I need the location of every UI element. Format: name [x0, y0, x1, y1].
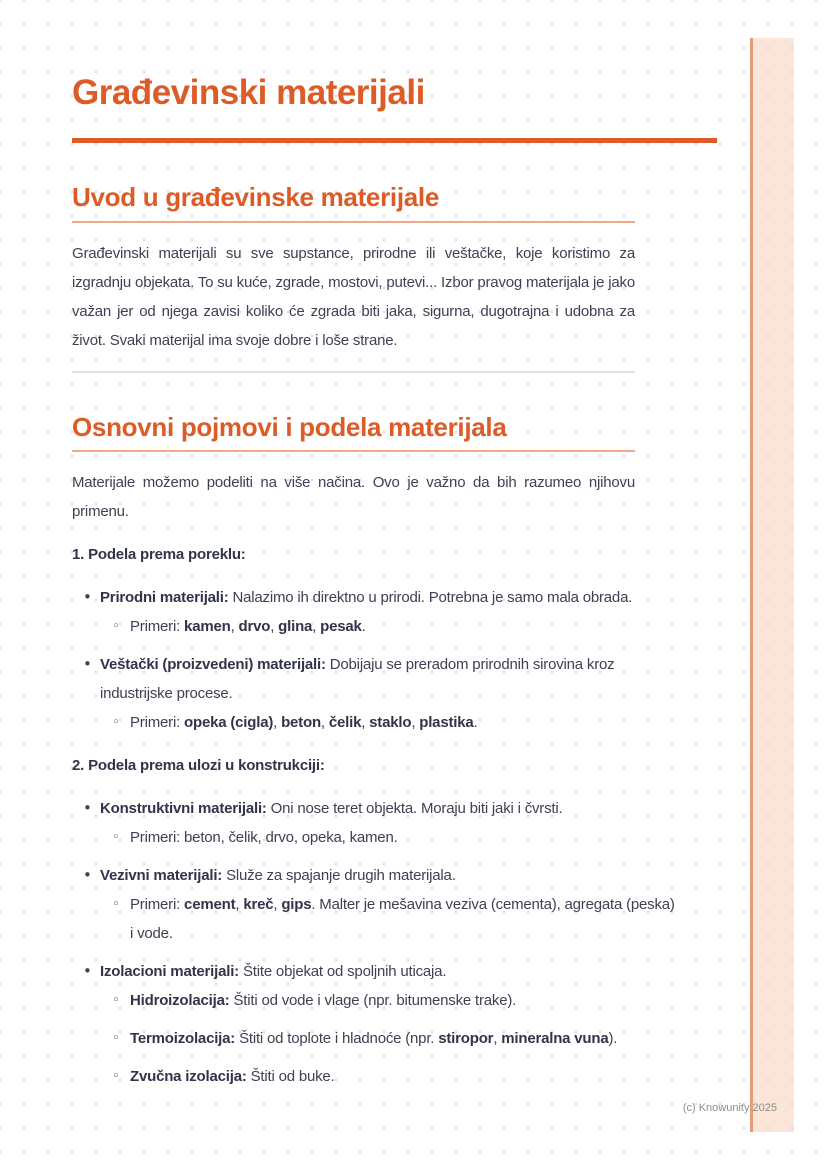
footer-credit: (c) Knowunity 2025	[682, 1102, 777, 1114]
heading-underline	[72, 221, 635, 223]
list-item-block	[83, 794, 635, 852]
item-text	[130, 708, 675, 737]
text-segment: ,	[273, 896, 282, 913]
sub-bullet-list	[83, 890, 675, 948]
text-segment: ,	[320, 714, 329, 731]
text-segment: Veštački (proizvedeni) materijali:	[100, 656, 330, 673]
list-item-block	[83, 650, 635, 737]
item-text	[130, 612, 675, 641]
list-item	[83, 583, 635, 612]
bullet-marker-icon: •	[83, 588, 92, 606]
text-segment: Vezivni materijali:	[100, 867, 227, 884]
text-segment: ,	[273, 714, 282, 731]
sub-list-item	[112, 612, 675, 641]
sub-bullet-list	[83, 823, 675, 852]
text-segment: Primeri:	[130, 896, 185, 913]
sub-list-item	[112, 823, 675, 852]
text-segment: .	[361, 618, 366, 635]
section-divider	[72, 371, 635, 373]
text-segment: Primeri: beton, čelik, drvo, opeka, kamen.	[130, 829, 398, 846]
text-segment: Oni nose teret objekta. Moraju biti jaki i čvrsti.	[270, 800, 563, 817]
bullet-list	[72, 794, 675, 1091]
sub-bullet-marker-icon: ◦	[112, 619, 120, 634]
text-segment: ,	[411, 714, 420, 731]
groups-host	[72, 540, 717, 1091]
text-segment: kreč	[243, 896, 274, 913]
text-segment: glina	[278, 618, 313, 635]
bullet-list	[72, 583, 635, 737]
item-text	[100, 650, 635, 708]
text-segment: Zvučna izolacija:	[130, 1068, 251, 1085]
text-segment: plastika	[419, 714, 474, 731]
item-text	[130, 1024, 675, 1053]
text-segment: ,	[235, 896, 244, 913]
text-segment: ,	[361, 714, 370, 731]
list-item	[83, 861, 635, 890]
item-text	[100, 957, 635, 986]
item-text	[130, 890, 675, 948]
sub-bullet-list	[83, 986, 675, 1091]
text-segment: ,	[312, 618, 321, 635]
text-segment: Izolacioni materijali:	[100, 963, 243, 980]
text-segment: staklo	[369, 714, 412, 731]
text-segment: mineralna vuna	[501, 1030, 609, 1047]
sub-bullet-marker-icon: ◦	[112, 993, 120, 1008]
bullet-marker-icon: •	[83, 962, 92, 980]
text-segment: Nalazimo ih direktno u prirodi. Potrebna je samo mala obrada.	[232, 589, 633, 606]
text-segment: ,	[493, 1030, 502, 1047]
sub-list-item	[112, 1062, 675, 1091]
text-segment: čelik	[328, 714, 362, 731]
group-title: 1. Podela prema poreklu:	[72, 546, 246, 563]
section-osnovni	[72, 411, 717, 1092]
page-title: Građevinski materijali	[72, 73, 425, 112]
list-item-block	[83, 957, 635, 1091]
text-segment: opeka (cigla)	[184, 714, 274, 731]
sub-list-item	[112, 890, 675, 948]
title-rule	[72, 138, 717, 143]
sub-list-item	[112, 986, 675, 1015]
list-item-block	[83, 861, 675, 948]
content-column	[72, 0, 717, 1091]
text-segment: Primeri:	[130, 618, 185, 635]
sub-list-item	[112, 708, 675, 737]
sub-bullet-marker-icon: ◦	[112, 897, 120, 912]
heading-underline	[72, 450, 635, 452]
intro-paragraph: Građevinski materijali su sve supstance, prirodne ili veštačke, koje koristimo za izgradnju objekata. To su kuće, zgrade, mostovi, putevi... Izbor pravog materijala je jako važan jer od njega zavisi koliko će zgrada biti jaka, sigurna, dugotrajna i udobna za život. Svaki materijal ima svoje dobre i loše strane.	[72, 244, 635, 349]
item-text	[100, 861, 635, 890]
text-segment: beton	[281, 714, 321, 731]
list-item-block	[83, 583, 635, 641]
text-segment: Termoizolacija:	[130, 1030, 240, 1047]
group-title: 2. Podela prema ulozi u konstrukciji:	[72, 757, 325, 774]
sub-bullet-marker-icon: ◦	[112, 1031, 120, 1046]
text-segment: ).	[608, 1030, 618, 1047]
text-segment: gips	[281, 896, 312, 913]
bullet-marker-icon: •	[83, 866, 92, 884]
text-segment: Hidroizolacija:	[130, 992, 234, 1009]
list-item	[83, 794, 635, 823]
side-accent-band	[750, 38, 794, 1132]
text-segment: . Malter je mešavina veziva (cementa), agregata (peska) i vode.	[130, 896, 675, 942]
section-uvod	[72, 181, 717, 373]
sub-bullet-list	[83, 612, 675, 641]
item-text	[130, 823, 675, 852]
text-segment: Dobijaju se preradom prirodnih sirovina kroz industrijske procese.	[100, 656, 615, 702]
text-segment: kamen	[184, 618, 231, 635]
sub-bullet-marker-icon: ◦	[112, 1069, 120, 1084]
item-text	[130, 1062, 675, 1091]
text-segment: Prirodni materijali:	[100, 589, 233, 606]
section-heading: Uvod u građevinske materijale	[72, 182, 440, 212]
text-segment: Štite objekat od spoljnih uticaja.	[242, 963, 447, 980]
bullet-marker-icon: •	[83, 655, 92, 673]
item-text	[130, 986, 675, 1015]
text-segment: Primeri:	[130, 714, 185, 731]
sub-list-item	[112, 1024, 675, 1053]
text-segment: ,	[270, 618, 279, 635]
text-segment: ,	[230, 618, 239, 635]
text-segment: drvo	[238, 618, 271, 635]
section-paragraph: Materijale možemo podeliti na više načina. Ovo je važno da bih razumeo njihovu primenu.	[72, 474, 635, 520]
item-text	[100, 583, 635, 612]
text-segment: cement	[184, 896, 236, 913]
text-segment: .	[473, 714, 478, 731]
sub-bullet-marker-icon: ◦	[112, 830, 120, 845]
text-segment: Štiti od vode i vlage (npr. bitumenske trake).	[233, 992, 517, 1009]
sub-bullet-list	[83, 708, 675, 737]
section-heading: Osnovni pojmovi i podela materijala	[72, 411, 507, 442]
bullet-marker-icon: •	[83, 799, 92, 817]
list-item	[83, 957, 635, 986]
text-segment: Štiti od toplote i hladnoće (npr.	[239, 1030, 439, 1047]
text-segment: Služe za spajanje drugih materijala.	[226, 867, 456, 884]
list-item	[83, 650, 635, 708]
text-segment: Konstruktivni materijali:	[100, 800, 271, 817]
item-text	[100, 794, 635, 823]
text-segment: stiropor	[438, 1030, 494, 1047]
sub-bullet-marker-icon: ◦	[112, 715, 120, 730]
text-segment: pesak	[320, 618, 362, 635]
text-segment: Štiti od buke.	[250, 1068, 335, 1085]
